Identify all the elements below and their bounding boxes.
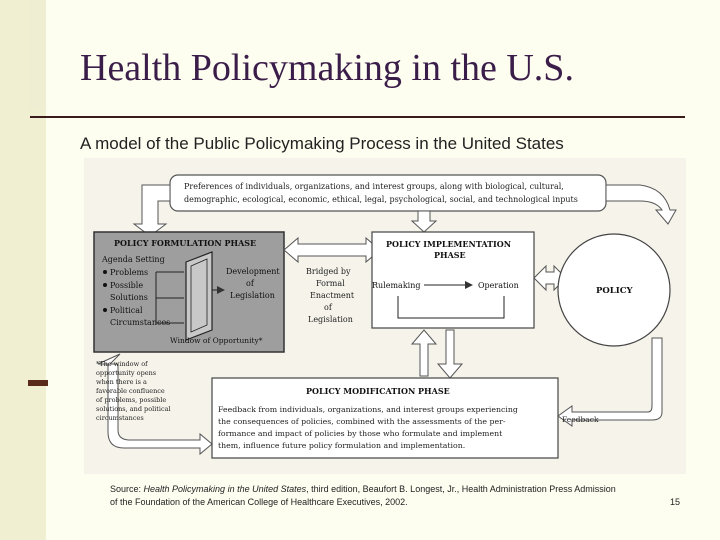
bridge-line-1: Bridged by (306, 267, 351, 276)
preferences-to-formulation-arrow (134, 185, 170, 236)
footnote-line-6: solutions, and political (96, 405, 171, 413)
slide-subtitle: A model of the Public Policymaking Process in the United States (80, 134, 564, 153)
window-label: Window of Opportunity* (170, 336, 263, 345)
modification-to-implementation-arrow (412, 330, 436, 376)
formulation-title: POLICY FORMULATION PHASE (114, 238, 257, 248)
preferences-box (170, 175, 606, 211)
policy-model-diagram (84, 158, 686, 474)
modification-line-2: the consequences of policies, combined with the assessments of the per- (218, 417, 506, 426)
development-line-3: Legislation (230, 291, 275, 300)
slide-title: Health Policymaking in the U.S. (80, 47, 574, 89)
sidebar-accent (30, 0, 46, 110)
page-number: 15 (669, 497, 680, 507)
bridge-line-2: Formal (316, 279, 345, 288)
development-line-1: Development (226, 267, 280, 276)
title-divider (30, 116, 685, 118)
operation-label: Operation (478, 281, 519, 290)
rulemaking-label: Rulemaking (372, 281, 421, 290)
feedback-label: Feedback (562, 415, 599, 424)
sidebar-marker (28, 380, 48, 386)
bridge-line-3: Enactment (310, 291, 355, 300)
preferences-line-2: demographic, ecological, economic, ethical, legal, psychological, social, and technological inputs (184, 195, 578, 204)
implementation-title-line-2: PHASE (434, 250, 466, 260)
modification-line-4: them, influence future policy formulation and implementation. (218, 441, 466, 450)
preferences-to-policy-arrow (606, 185, 676, 224)
footnote-line-4: favorable confluence (96, 387, 165, 395)
implementation-title-line-1: POLICY IMPLEMENTATION (386, 239, 512, 249)
footnote-line-7: circumstances (96, 414, 144, 422)
preferences-line-1: Preferences of individuals, organizations, and interest groups, along with biological, cultural, (184, 182, 564, 191)
footnote-line-1: *The window of (96, 360, 148, 368)
footnote-line-3: when there is a (96, 378, 147, 386)
policy-model-figure (84, 158, 686, 474)
source-rest-line-1: , third edition, Beaufort B. Longest, Jr., Health Administration Press Admission (306, 484, 616, 494)
source-prefix: Source: (110, 484, 144, 494)
source-book-title: Health Policymaking in the United States (143, 484, 307, 494)
bridge-line-4: of (324, 303, 332, 312)
footnote-line-2: opportunity opens (96, 369, 157, 377)
agenda-setting-label: Agenda Setting (102, 255, 165, 264)
modification-line-1: Feedback from individuals, organizations, and interest groups experiencing (218, 405, 518, 414)
modification-title: POLICY MODIFICATION PHASE (306, 386, 450, 396)
preferences-to-implementation-arrow (412, 211, 436, 232)
formulation-to-implementation-arrow (284, 238, 380, 262)
source-line-2: of the Foundation of the American College of Healthcare Executives, 2002. (110, 497, 408, 507)
modification-line-3: formance and impact of policies by those who formulate and implement (218, 429, 503, 438)
source-citation (110, 483, 680, 509)
agenda-item-problems: Problems (110, 268, 149, 277)
agenda-item-political: Political (110, 306, 143, 315)
bridge-line-5: Legislation (308, 315, 353, 324)
agenda-item-possible: Possible (110, 281, 144, 290)
implementation-to-modification-arrow (438, 330, 462, 378)
window-of-opportunity-shape (186, 252, 212, 340)
policy-label: POLICY (596, 286, 633, 296)
feedback-arrow (558, 338, 662, 426)
development-line-2: of (246, 279, 254, 288)
agenda-item-solutions: Solutions (110, 293, 148, 302)
footnote-line-5: of problems, possible (96, 396, 167, 404)
agenda-item-circumstances: Circumstances (110, 318, 171, 327)
